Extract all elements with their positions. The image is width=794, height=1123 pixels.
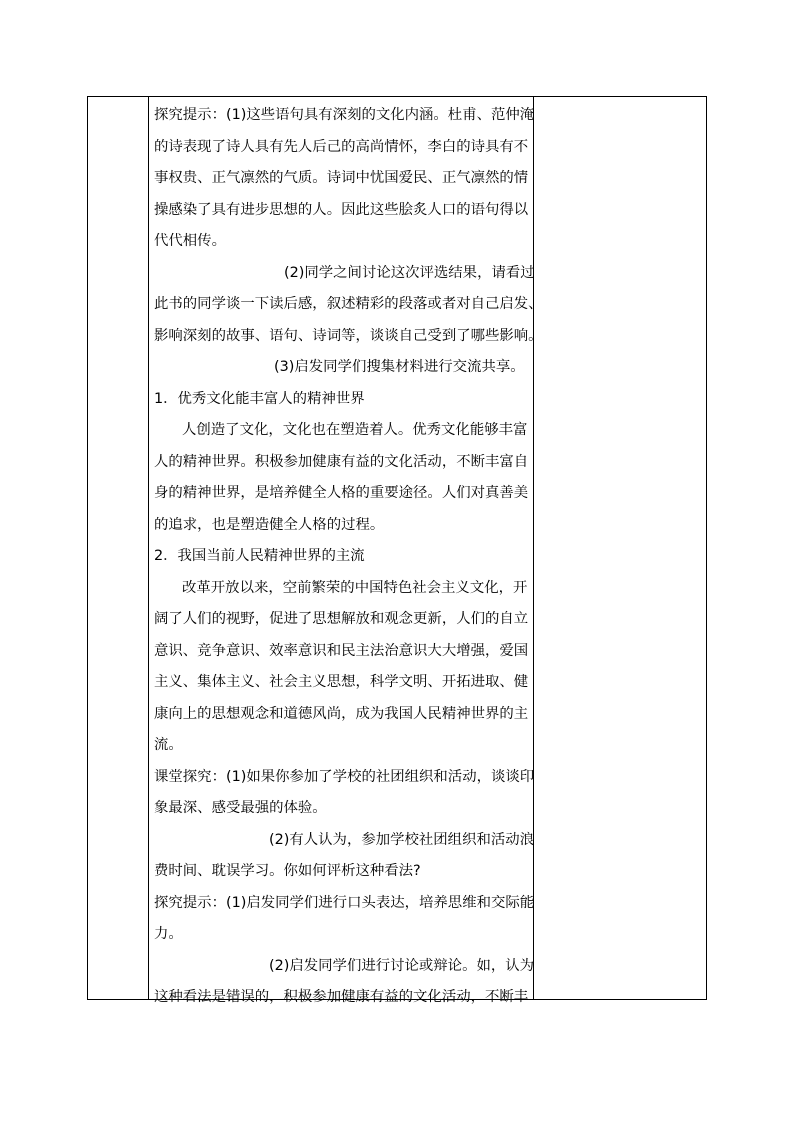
text-line: 费时间、耽误学习。你如何评析这种看法?: [154, 863, 421, 879]
lesson-table: [87, 96, 707, 1005]
lesson-content: [154, 100, 543, 1014]
text-line: 人创造了文化，文化也在塑造着人。优秀文化能够丰富: [182, 422, 528, 438]
text-line: 此书的同学谈一下读后感，叙述精彩的段落或者对自己启发、: [154, 296, 543, 312]
text-line: 流。: [154, 737, 183, 753]
section-heading: 2．我国当前人民精神世界的主流: [154, 548, 365, 564]
text-line: 课堂探究：(1)如果你参加了学校的社团组织和活动，谈谈印: [154, 768, 535, 785]
text-line: 主义、集体主义、社会主义思想，科学文明、开拓进取、健: [154, 674, 529, 690]
text-line: 影响深刻的故事、语句、诗词等，谈谈自己受到了哪些影响。: [154, 327, 543, 344]
text-line: 代代相传。: [154, 233, 226, 249]
table-right-column: [534, 97, 706, 999]
text-line: 意识、竞争意识、效率意识和民主法治意识大大增强，爱国: [154, 642, 529, 659]
text-line: 探究提示：(1)启发同学们进行口头表达，培养思维和交际能: [154, 894, 535, 911]
text-line: (3)启发同学们搜集材料进行交流共享。: [274, 359, 525, 375]
table-content-column: [149, 97, 543, 1005]
section-heading: 1．优秀文化能丰富人的精神世界: [154, 390, 365, 407]
text-line: (2)启发同学们进行讨论或辩论。如，认为: [269, 957, 535, 974]
text-line: 阔了人们的视野，促进了思想解放和观念更新，人们的自立: [154, 611, 529, 627]
text-line: 操感染了具有进步思想的人。因此这些脍炙人口的语句得以: [154, 201, 529, 218]
text-line: 探究提示：(1)这些语句具有深刻的文化内涵。杜甫、范仲淹: [154, 107, 535, 123]
text-line: 改革开放以来，空前繁荣的中国特色社会主义文化，开: [182, 579, 528, 596]
text-line: 的诗表现了诗人具有先人后己的高尚情怀，李白的诗具有不: [154, 138, 529, 155]
text-line: 力。: [154, 926, 183, 942]
text-line: 象最深、感受最强的体验。: [154, 800, 327, 816]
text-line: 身的精神世界，是培养健全人格的重要途径。人们对真善美: [154, 485, 529, 501]
text-line: 的追求，也是塑造健全人格的过程。: [154, 516, 385, 533]
text-line: 这种看法是错误的，积极参加健康有益的文化活动，不断丰: [154, 989, 529, 1005]
text-line: (2)同学之间讨论这次评选结果，请看过: [284, 264, 535, 281]
text-line: (2)有人认为，参加学校社团组织和活动浪: [269, 831, 535, 848]
text-line: 人的精神世界。积极参加健康有益的文化活动，不断丰富自: [154, 453, 529, 470]
text-line: 事权贵、正气凛然的气质。诗词中忧国爱民、正气凛然的情: [154, 170, 529, 186]
text-line: 康向上的思想观念和道德风尚，成为我国人民精神世界的主: [154, 705, 529, 722]
table-left-column: [88, 97, 149, 999]
